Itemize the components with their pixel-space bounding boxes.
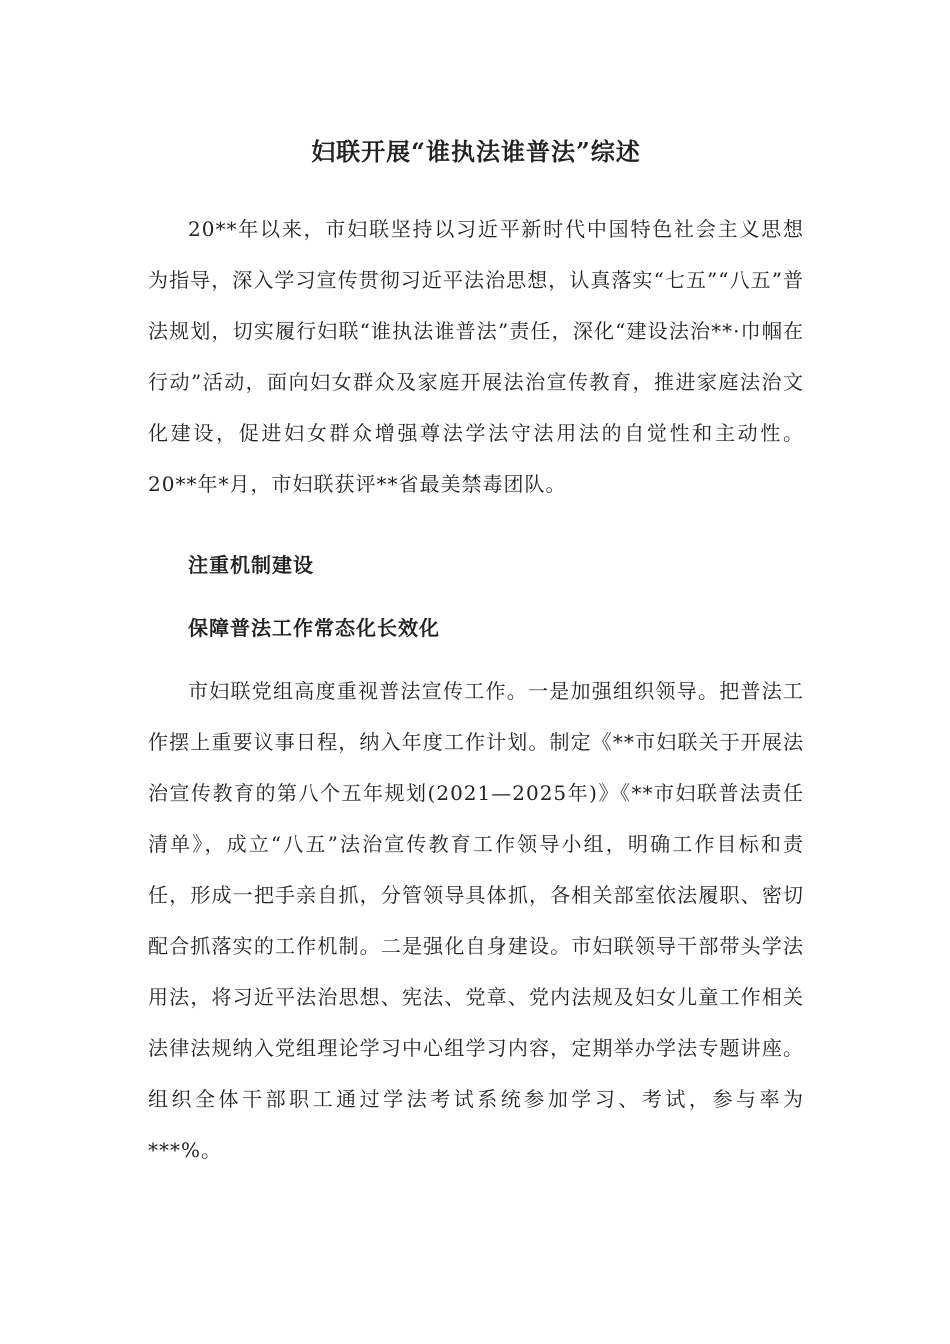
section-subheading: 保障普法工作常态化长效化 bbox=[188, 616, 440, 640]
intro-paragraph: 20**年以来，市妇联坚持以习近平新时代中国特色社会主义思想为指导，深入学习宣传贯彻习近平法治思想，认真落实“七五”“八五”普法规划，切实履行妇联“谁执法谁普法”责任，深化“建设法治**·巾帼在行动”活动，面向妇女群众及家庭开展法治宣传教育，推进家庭法治文化建设，促进妇女群众增强尊法学法守法用法的自觉性和主动性。20**年*月，市妇联获评**省最美禁毒团队。 bbox=[148, 217, 804, 496]
spacer bbox=[148, 510, 804, 528]
document-title: 妇联开展“谁执法谁普法”综述 bbox=[311, 137, 641, 166]
document-page bbox=[148, 130, 804, 1176]
section-heading: 注重机制建设 bbox=[188, 553, 314, 577]
section-body-paragraph: 市妇联党组高度重视普法宣传工作。一是加强组织领导。把普法工作摆上重要议事日程，纳入年度工作计划。制定《**市妇联关于开展法治宣传教育的第八个五年规划(2021—2025年)》《**市妇联普法责任清单》，成立“八五”法治宣传教育工作领导小组，明确工作目标和责任，形成一把手亲自抓，分管领导具体抓，各相关部室依法履职、密切配合抓落实的工作机制。二是强化自身建设。市妇联领导干部带头学法用法，将习近平法治思想、宪法、党章、党内法规及妇女儿童工作相关法律法规纳入党组理论学习中心组学习内容，定期举办学法专题讲座。组织全体干部职工通过学法考试系统参加学习、考试，参与率为***%。 bbox=[148, 679, 804, 1162]
